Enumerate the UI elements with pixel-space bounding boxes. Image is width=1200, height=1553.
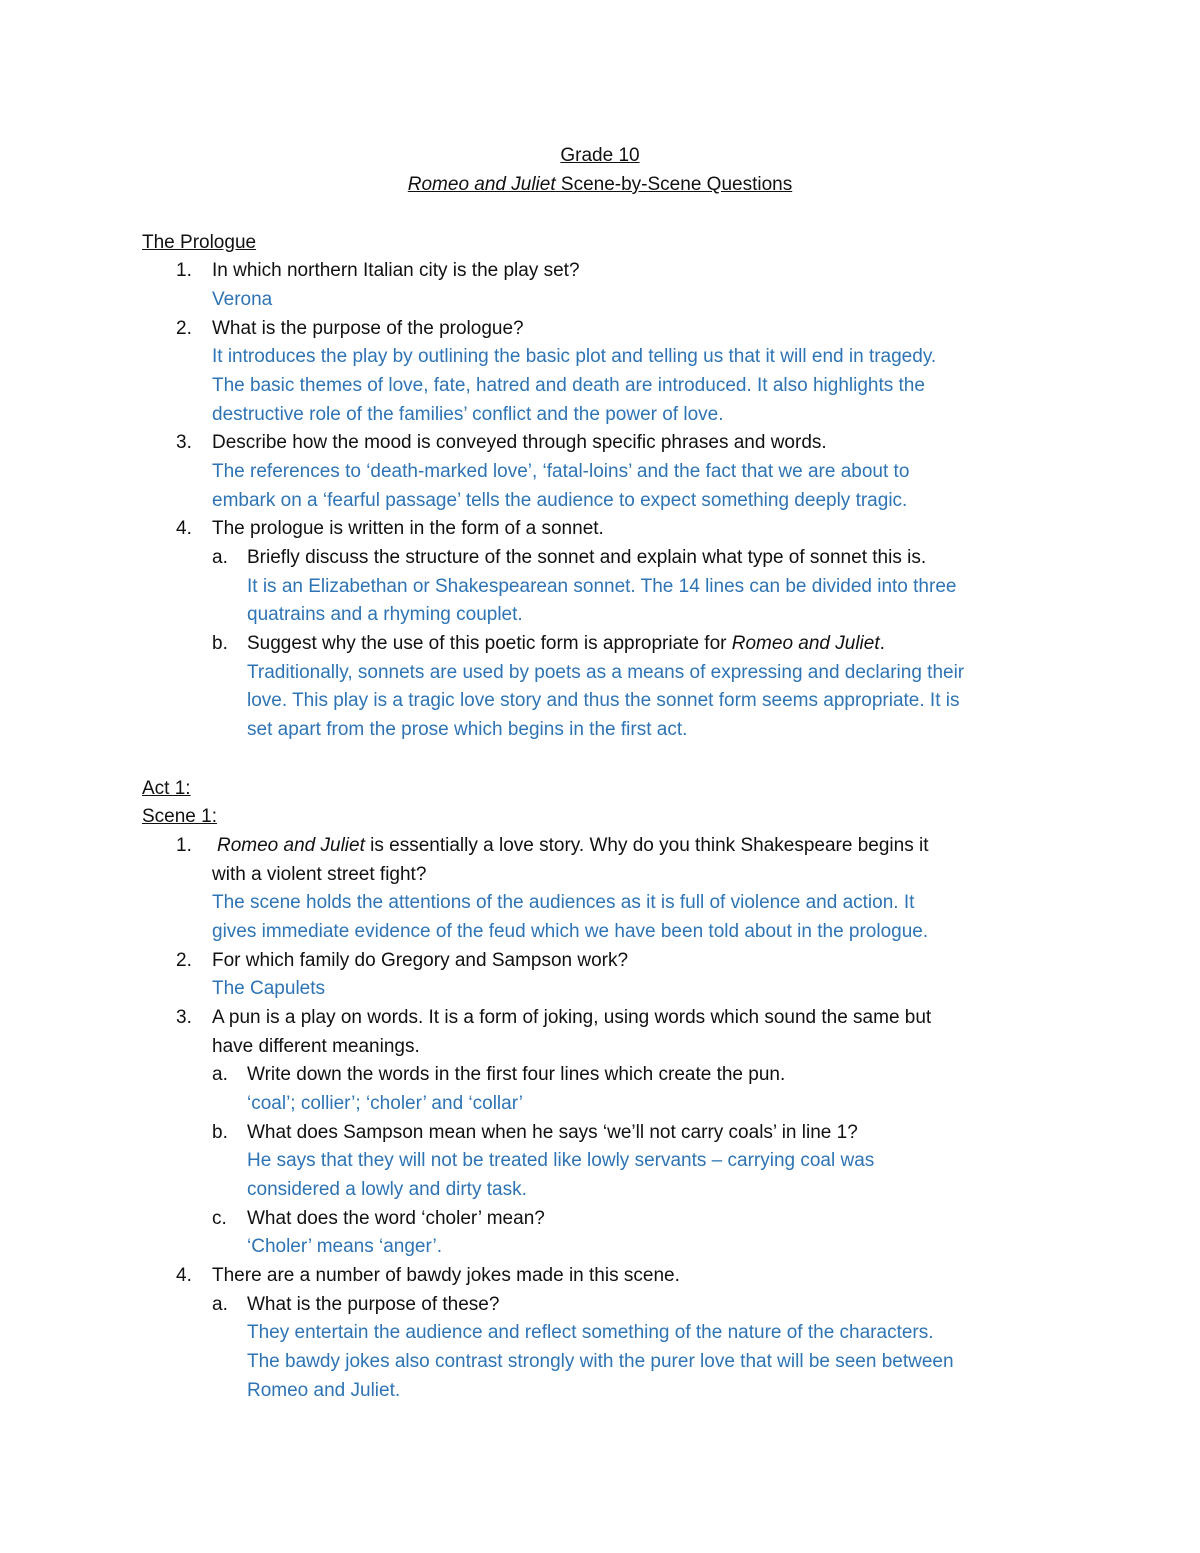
subquestion-letter: b. (212, 633, 228, 654)
prologue-q4b-answer-line: love. This play is a tragic love story and thus the sonnet form seems appropriate. It is (247, 690, 960, 711)
title-play-name: Romeo and Juliet (407, 174, 556, 195)
prologue-q2-answer-line: destructive role of the families’ conflict and the power of love. (212, 404, 724, 425)
scene-heading: Scene 1: (142, 806, 217, 827)
act1-q3-text-cont: have different meanings. (212, 1036, 420, 1057)
prologue-q3-answer-line: The references to ‘death-marked love’, ‘fatal-loins’ and the fact that we are about to (212, 461, 910, 482)
act1-q1-answer-line: The scene holds the attentions of the audiences as it is full of violence and action. It (212, 892, 915, 913)
act1-q3b-text: What does Sampson mean when he says ‘we’ll not carry coals’ in line 1? (247, 1122, 858, 1143)
prologue-q1-answer: Verona (212, 289, 273, 310)
prologue-heading: The Prologue (142, 232, 257, 253)
subquestion-letter: b. (212, 1122, 228, 1143)
question-number: 4. (176, 518, 192, 539)
act1-q3c-answer: ‘Choler’ means ‘anger’. (247, 1236, 443, 1257)
act1-q1-text: Romeo and Juliet is essentially a love story. Why do you think Shakespeare begins it (217, 835, 929, 856)
question-number: 1. (176, 835, 192, 856)
act1-q1-answer-line: gives immediate evidence of the feud which we have been told about in the prologue. (212, 921, 929, 942)
act1-q3a-answer: ‘coal’; collier’; ‘choler’ and ‘collar’ (247, 1093, 523, 1114)
prologue-q2-answer-line: It introduces the play by outlining the basic plot and telling us that it will end in tragedy. (212, 346, 937, 367)
question-number: 3. (176, 432, 192, 453)
prologue-q4a-answer-line: quatrains and a rhyming couplet. (247, 604, 523, 625)
question-number: 3. (176, 1007, 192, 1028)
act1-q3b-answer-line: considered a lowly and dirty task. (247, 1179, 527, 1200)
title-rest: Scene-by-Scene Questions (555, 174, 793, 195)
prologue-q2-answer-line: The basic themes of love, fate, hatred and death are introduced. It also highlights the (212, 375, 925, 396)
question-number: 2. (176, 318, 192, 339)
act1-q4a-answer-line: The bawdy jokes also contrast strongly with the purer love that will be seen between (247, 1351, 954, 1372)
prologue-q3-answer-line: embark on a ‘fearful passage’ tells the audience to expect something deeply tragic. (212, 490, 908, 511)
prologue-q4a-answer-line: It is an Elizabethan or Shakespearean sonnet. The 14 lines can be divided into three (247, 576, 957, 597)
question-number: 2. (176, 950, 192, 971)
prologue-q4b-answer-line: Traditionally, sonnets are used by poets as a means of expressing and declaring their (247, 662, 965, 683)
act1-q3b-answer-line: He says that they will not be treated like lowly servants – carrying coal was (247, 1150, 875, 1171)
question-number: 4. (176, 1265, 192, 1286)
subquestion-letter: c. (212, 1208, 227, 1229)
prologue-q4b-text: Suggest why the use of this poetic form is appropriate for Romeo and Juliet. (247, 633, 885, 654)
act1-q3c-text: What does the word ‘choler’ mean? (247, 1208, 545, 1229)
subquestion-letter: a. (212, 1064, 228, 1085)
act1-q4a-answer-line: Romeo and Juliet. (247, 1380, 401, 1401)
prologue-q2-text: What is the purpose of the prologue? (212, 318, 524, 339)
act-heading: Act 1: (142, 778, 191, 799)
grade-heading: Grade 10 (560, 145, 640, 166)
subquestion-letter: a. (212, 1294, 228, 1315)
prologue-q1-text: In which northern Italian city is the play set? (212, 260, 580, 281)
prologue-q3-text: Describe how the mood is conveyed through specific phrases and words. (212, 432, 827, 453)
act1-q4-text: There are a number of bawdy jokes made in this scene. (212, 1265, 680, 1286)
act1-q4a-answer-line: They entertain the audience and reflect something of the nature of the characters. (247, 1322, 934, 1343)
prologue-q4-text: The prologue is written in the form of a sonnet. (212, 518, 604, 539)
act1-q3-text: A pun is a play on words. It is a form of joking, using words which sound the same but (212, 1007, 932, 1028)
act1-q4a-text: What is the purpose of these? (247, 1294, 500, 1315)
prologue-q4b-answer-line: set apart from the prose which begins in the first act. (247, 719, 688, 740)
act1-q2-answer: The Capulets (212, 978, 326, 999)
document-title (0, 171, 1200, 199)
question-number: 1. (176, 260, 192, 281)
subquestion-letter: a. (212, 547, 228, 568)
act1-q2-text: For which family do Gregory and Sampson work? (212, 950, 629, 971)
act1-q1-text-cont: with a violent street fight? (212, 864, 427, 885)
act1-q3a-text: Write down the words in the first four lines which create the pun. (247, 1064, 786, 1085)
prologue-q4a-text: Briefly discuss the structure of the sonnet and explain what type of sonnet this is. (247, 547, 927, 568)
